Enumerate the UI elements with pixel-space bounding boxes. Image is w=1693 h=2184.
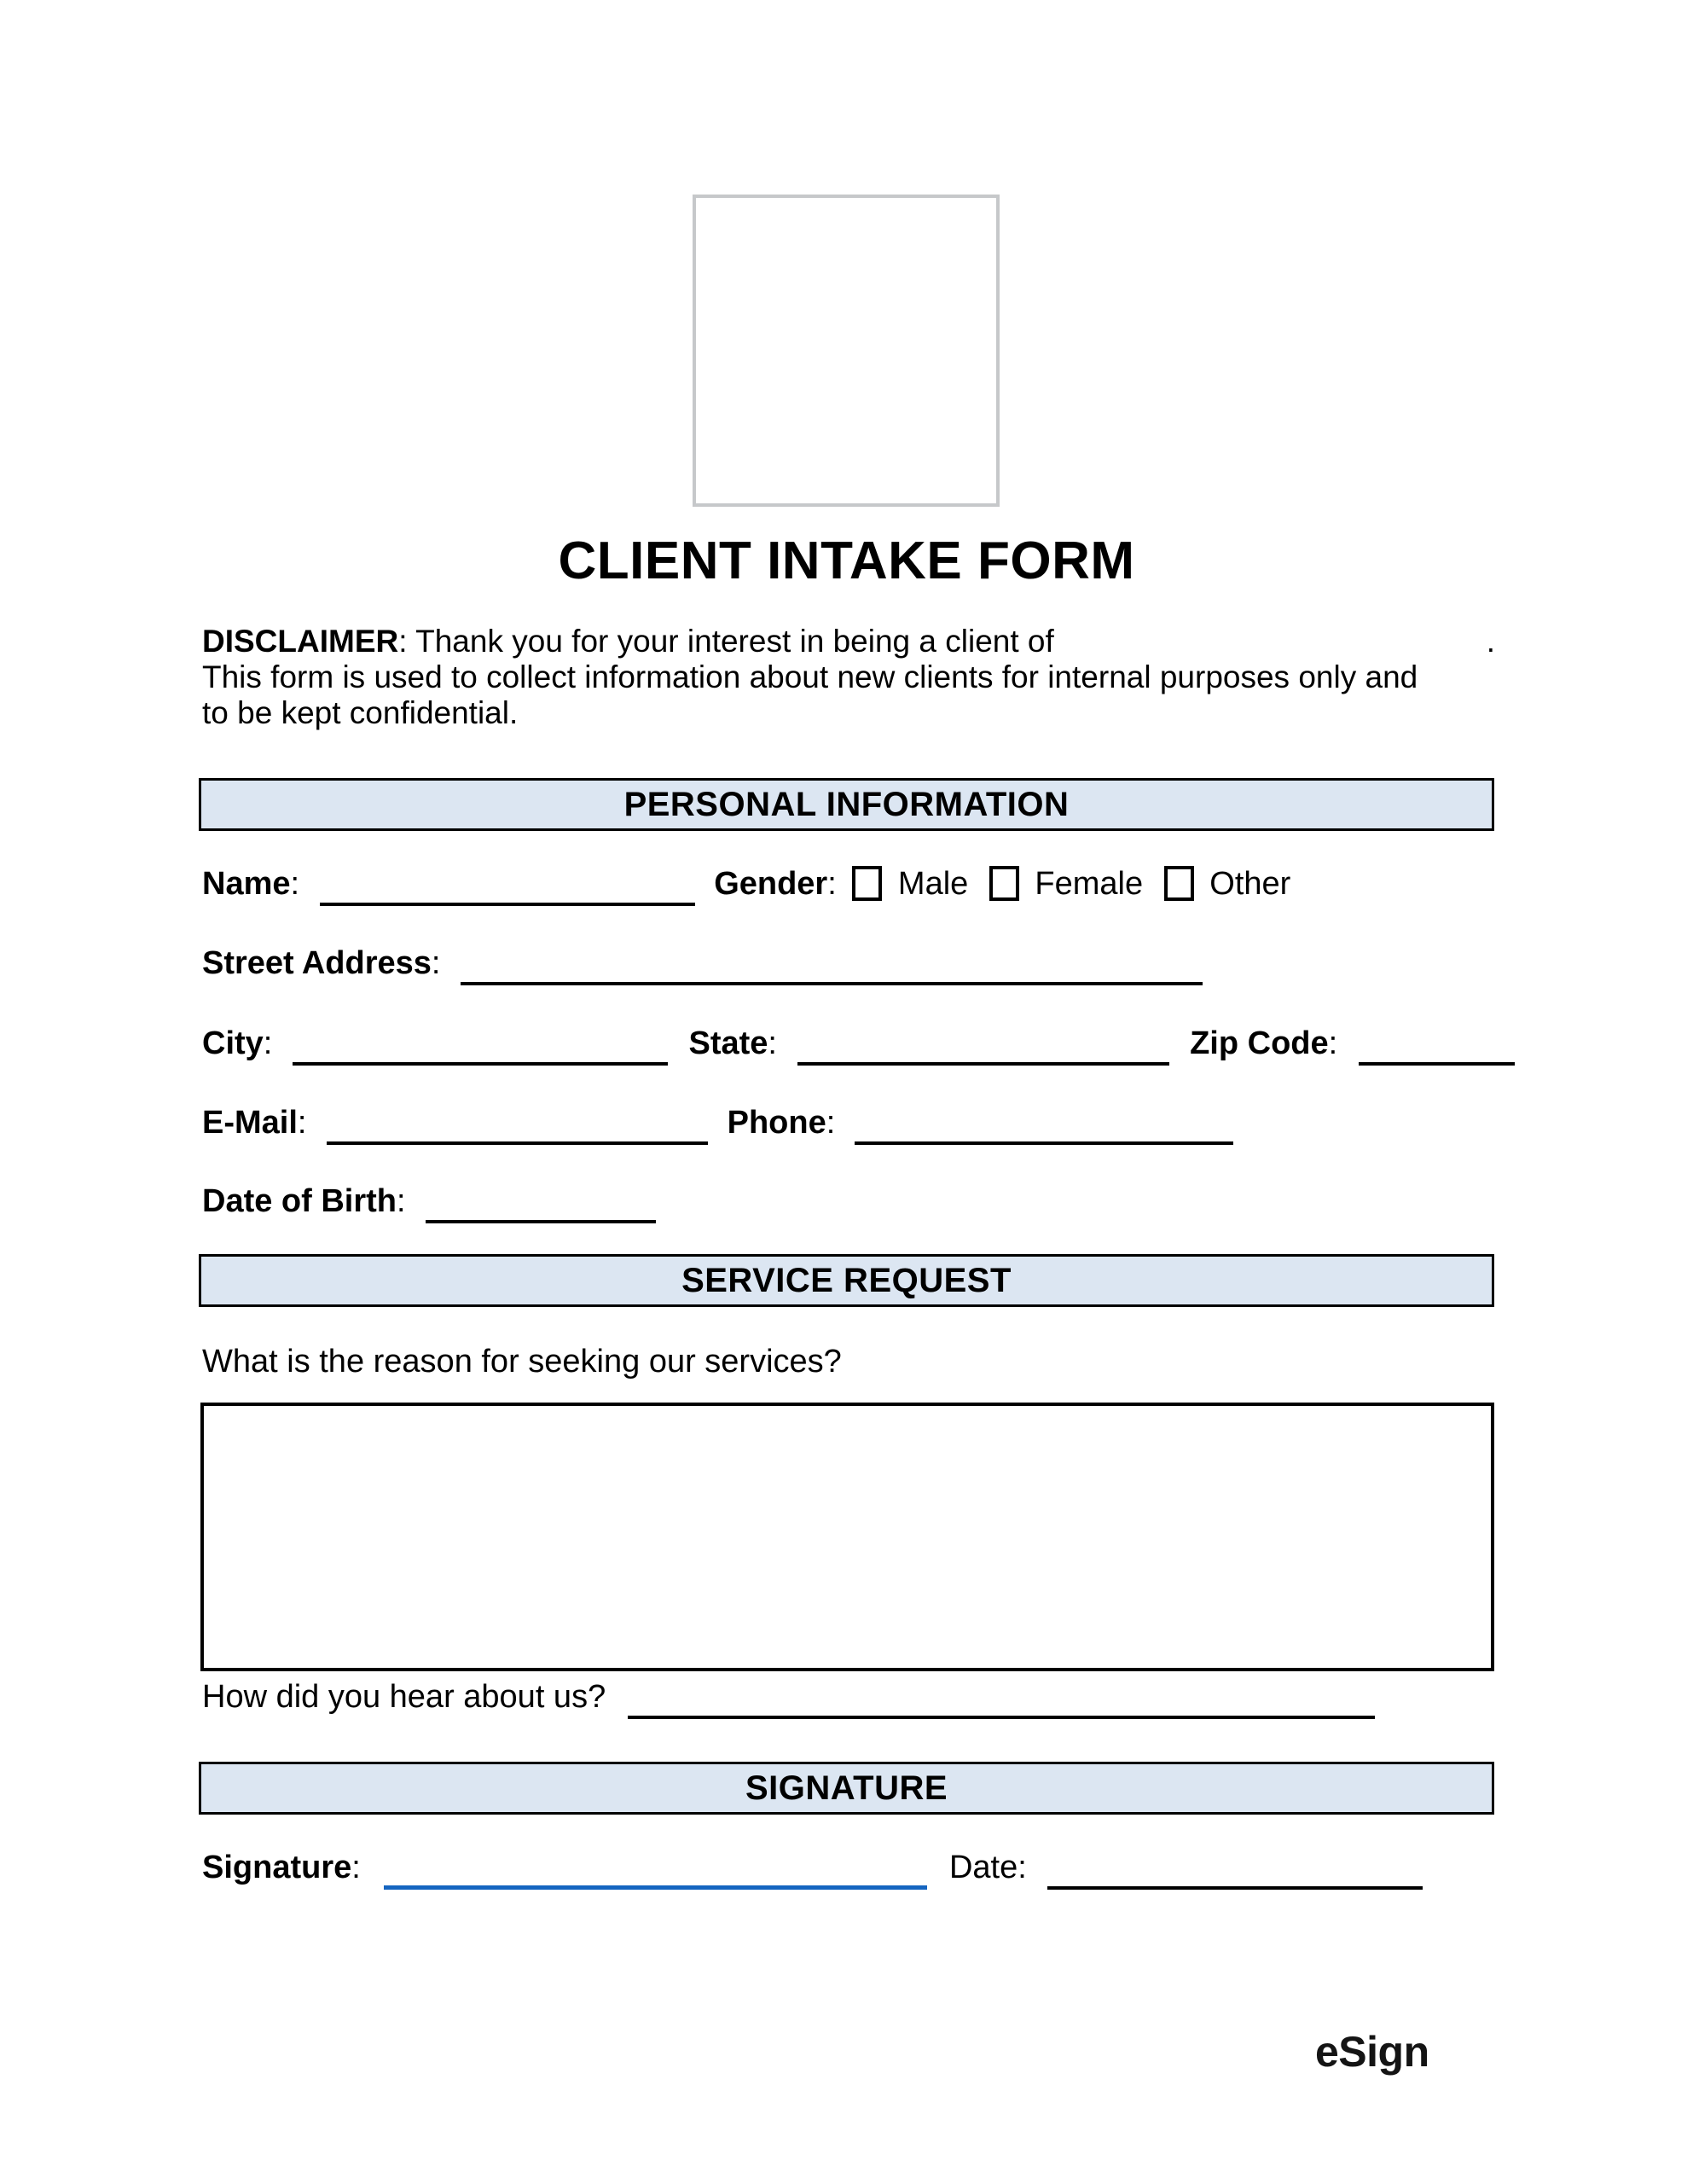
- colon: :: [431, 945, 441, 981]
- hear-about-row: [202, 1676, 1375, 1719]
- date-input-line[interactable]: [1047, 1861, 1423, 1890]
- name-gender-row: [202, 863, 1290, 906]
- street-address-row: [202, 943, 1203, 985]
- signature-label: Signature: [202, 1850, 352, 1885]
- section-header-personal-information: [199, 778, 1494, 831]
- colon: :: [398, 624, 408, 659]
- zip-code-label: Zip Code: [1190, 1025, 1329, 1061]
- other-checkbox[interactable]: [1164, 866, 1194, 901]
- colon: :: [297, 1105, 307, 1141]
- colon: :: [397, 1183, 406, 1219]
- disclaimer-line1-text: [202, 624, 1054, 659]
- section-header-service-request: [199, 1254, 1494, 1307]
- colon: :: [351, 1850, 361, 1885]
- service-reason-question: What is the reason for seeking our services?: [202, 1344, 842, 1380]
- service-reason-textarea[interactable]: [200, 1403, 1494, 1671]
- other-label: Other: [1209, 866, 1291, 902]
- colon: :: [826, 1105, 836, 1141]
- state-label: State: [688, 1025, 768, 1061]
- personal-information-header-label: PERSONAL INFORMATION: [623, 785, 1070, 823]
- male-checkbox[interactable]: [852, 866, 882, 901]
- street-address-label: Street Address: [202, 945, 432, 981]
- dob-label: Date of Birth: [202, 1183, 397, 1219]
- phone-input-line[interactable]: [855, 1116, 1233, 1145]
- colon: :: [290, 866, 300, 902]
- signature-date-row: [202, 1847, 1423, 1890]
- colon: :: [263, 1025, 273, 1061]
- state-input-line[interactable]: [797, 1037, 1169, 1066]
- company-name-blank-period: .: [1486, 624, 1495, 659]
- hear-about-question: How did you hear about us?: [202, 1679, 606, 1715]
- gender-label: Gender: [714, 866, 828, 902]
- disclaimer-line2: This form is used to collect information about new clients for internal purposes only and: [202, 659, 1418, 694]
- name-label: Name: [202, 866, 291, 902]
- city-state-zip-row: [202, 1023, 1515, 1066]
- phone-label: Phone: [727, 1105, 826, 1141]
- colon: :: [1328, 1025, 1338, 1061]
- service-request-header-label: SERVICE REQUEST: [681, 1261, 1012, 1299]
- signature-input-line[interactable]: [384, 1860, 927, 1890]
- date-of-birth-row: [202, 1181, 656, 1223]
- logo-placeholder-box: [693, 195, 1000, 507]
- signature-header-label: SIGNATURE: [745, 1769, 948, 1807]
- page-title: CLIENT INTAKE FORM: [558, 531, 1135, 590]
- male-label: Male: [897, 866, 969, 902]
- disclaimer-line1-body: Thank you for your interest in being a client of: [407, 624, 1054, 659]
- section-header-signature: [199, 1762, 1494, 1815]
- city-input-line[interactable]: [293, 1037, 668, 1066]
- city-label: City: [202, 1025, 264, 1061]
- email-phone-row: [202, 1102, 1233, 1145]
- female-checkbox[interactable]: [989, 866, 1019, 901]
- email-label: E-Mail: [202, 1105, 298, 1141]
- colon: :: [827, 866, 837, 902]
- name-input-line[interactable]: [320, 877, 695, 906]
- dob-input-line[interactable]: [426, 1194, 656, 1223]
- date-label: Date: [948, 1850, 1018, 1885]
- hear-about-input-line[interactable]: [628, 1690, 1375, 1719]
- email-input-line[interactable]: [327, 1116, 708, 1145]
- disclaimer: [202, 624, 1495, 731]
- female-label: Female: [1035, 866, 1144, 902]
- street-address-input-line[interactable]: [461, 956, 1203, 985]
- disclaimer-line1: [202, 624, 1495, 659]
- zip-code-input-line[interactable]: [1359, 1037, 1515, 1066]
- disclaimer-label: DISCLAIMER: [202, 624, 399, 659]
- esign-logo: eSign: [1315, 2028, 1429, 2076]
- disclaimer-line3: to be kept confidential.: [202, 695, 519, 730]
- colon: :: [768, 1025, 777, 1061]
- colon: :: [1018, 1850, 1027, 1885]
